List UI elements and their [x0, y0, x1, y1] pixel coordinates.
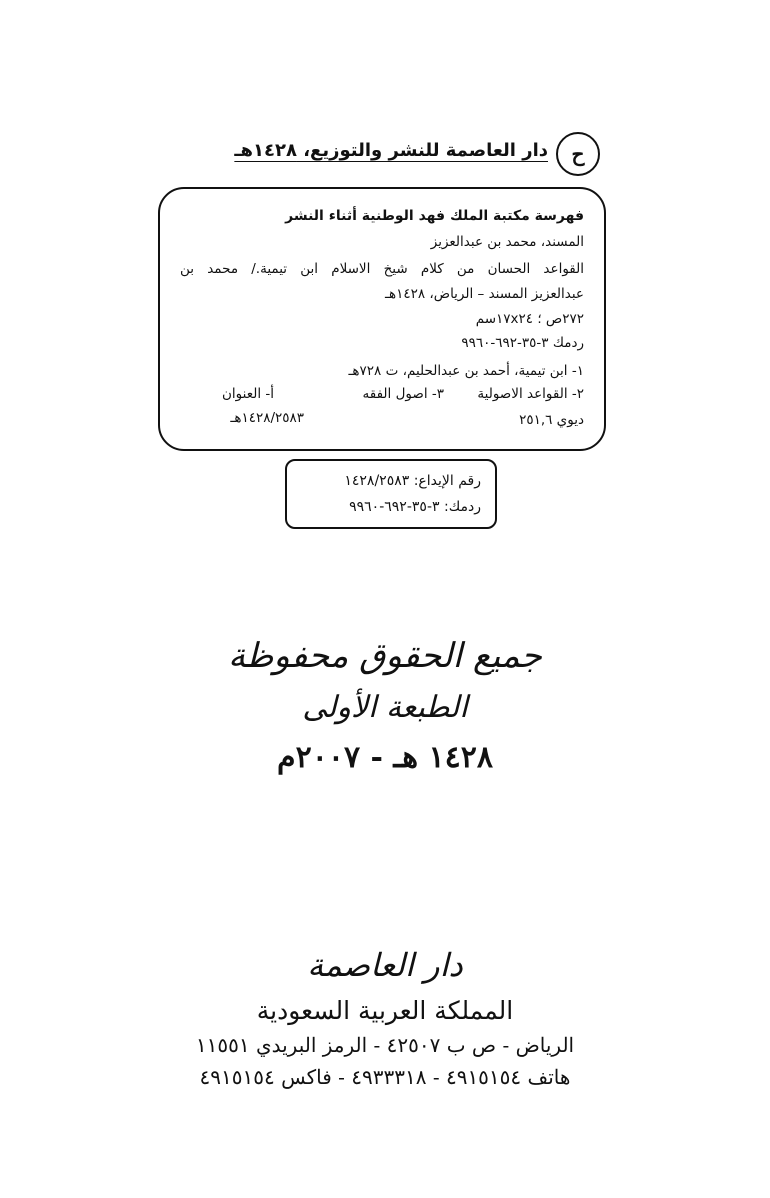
- deposit-number: رقم الإيداع: ١٤٢٨/٢٥٨٣: [344, 473, 481, 489]
- catalog-subject-1: ١- ابن تيمية، أحمد بن عبدالحليم، ت ٧٢٨هـ: [348, 363, 584, 379]
- publisher-address: الرياض - ص ب ٤٢٥٠٧ - الرمز البريدي ١١٥٥١: [195, 1033, 575, 1057]
- copyright-line: [234, 132, 600, 182]
- publisher-country: المملكة العربية السعودية: [256, 996, 514, 1025]
- catalog-dewey: ديوي ٢٥١,٦: [519, 412, 584, 428]
- catalog-subject-3: ٣- اصول الفقه: [362, 386, 444, 402]
- catalog-title-line1: القواعد الحسان من كلام شيخ الاسلام ابن تيمية./ محمد بن: [180, 261, 584, 277]
- catalog-author: المسند، محمد بن عبدالعزيز: [430, 234, 584, 250]
- edition-year: ١٤٢٨ هـ - ٢٠٠٧م: [277, 740, 493, 775]
- cataloging-box: [158, 187, 606, 451]
- catalog-title-line2: عبدالعزيز المسند – الرياض، ١٤٢٨هـ: [385, 286, 584, 302]
- copyright-text: دار العاصمة للنشر والتوزيع، ١٤٢٨هـ: [234, 140, 548, 161]
- catalog-isbn: ردمك ٣-٣٥-٦٩٢-٩٩٦٠: [461, 335, 584, 351]
- copyright-circle-icon: ح: [556, 132, 600, 176]
- deposit-box: [285, 459, 497, 529]
- deposit-isbn: ردمك: ٣-٣٥-٦٩٢-٩٩٦٠: [349, 499, 481, 515]
- catalog-heading: فهرسة مكتبة الملك فهد الوطنية أثناء النشر: [285, 208, 584, 224]
- catalog-subject-4: أ- العنوان: [221, 386, 274, 402]
- edition-label: الطبعة الأولى: [302, 690, 468, 725]
- all-rights-reserved: جميع الحقوق محفوظة: [228, 636, 542, 676]
- catalog-pages: ٢٧٢ص ؛ ١٧x٢٤سم: [475, 311, 584, 327]
- catalog-deposit-no: ١٤٢٨/٢٥٨٣هـ: [230, 410, 304, 426]
- publisher-phones: هاتف ٤٩١٥١٥٤ - ٤٩٣٣٣١٨ - فاكس ٤٩١٥١٥٤: [199, 1065, 571, 1089]
- catalog-subject-2: ٢- القواعد الاصولية: [477, 386, 584, 402]
- publisher-name: دار العاصمة: [307, 946, 463, 984]
